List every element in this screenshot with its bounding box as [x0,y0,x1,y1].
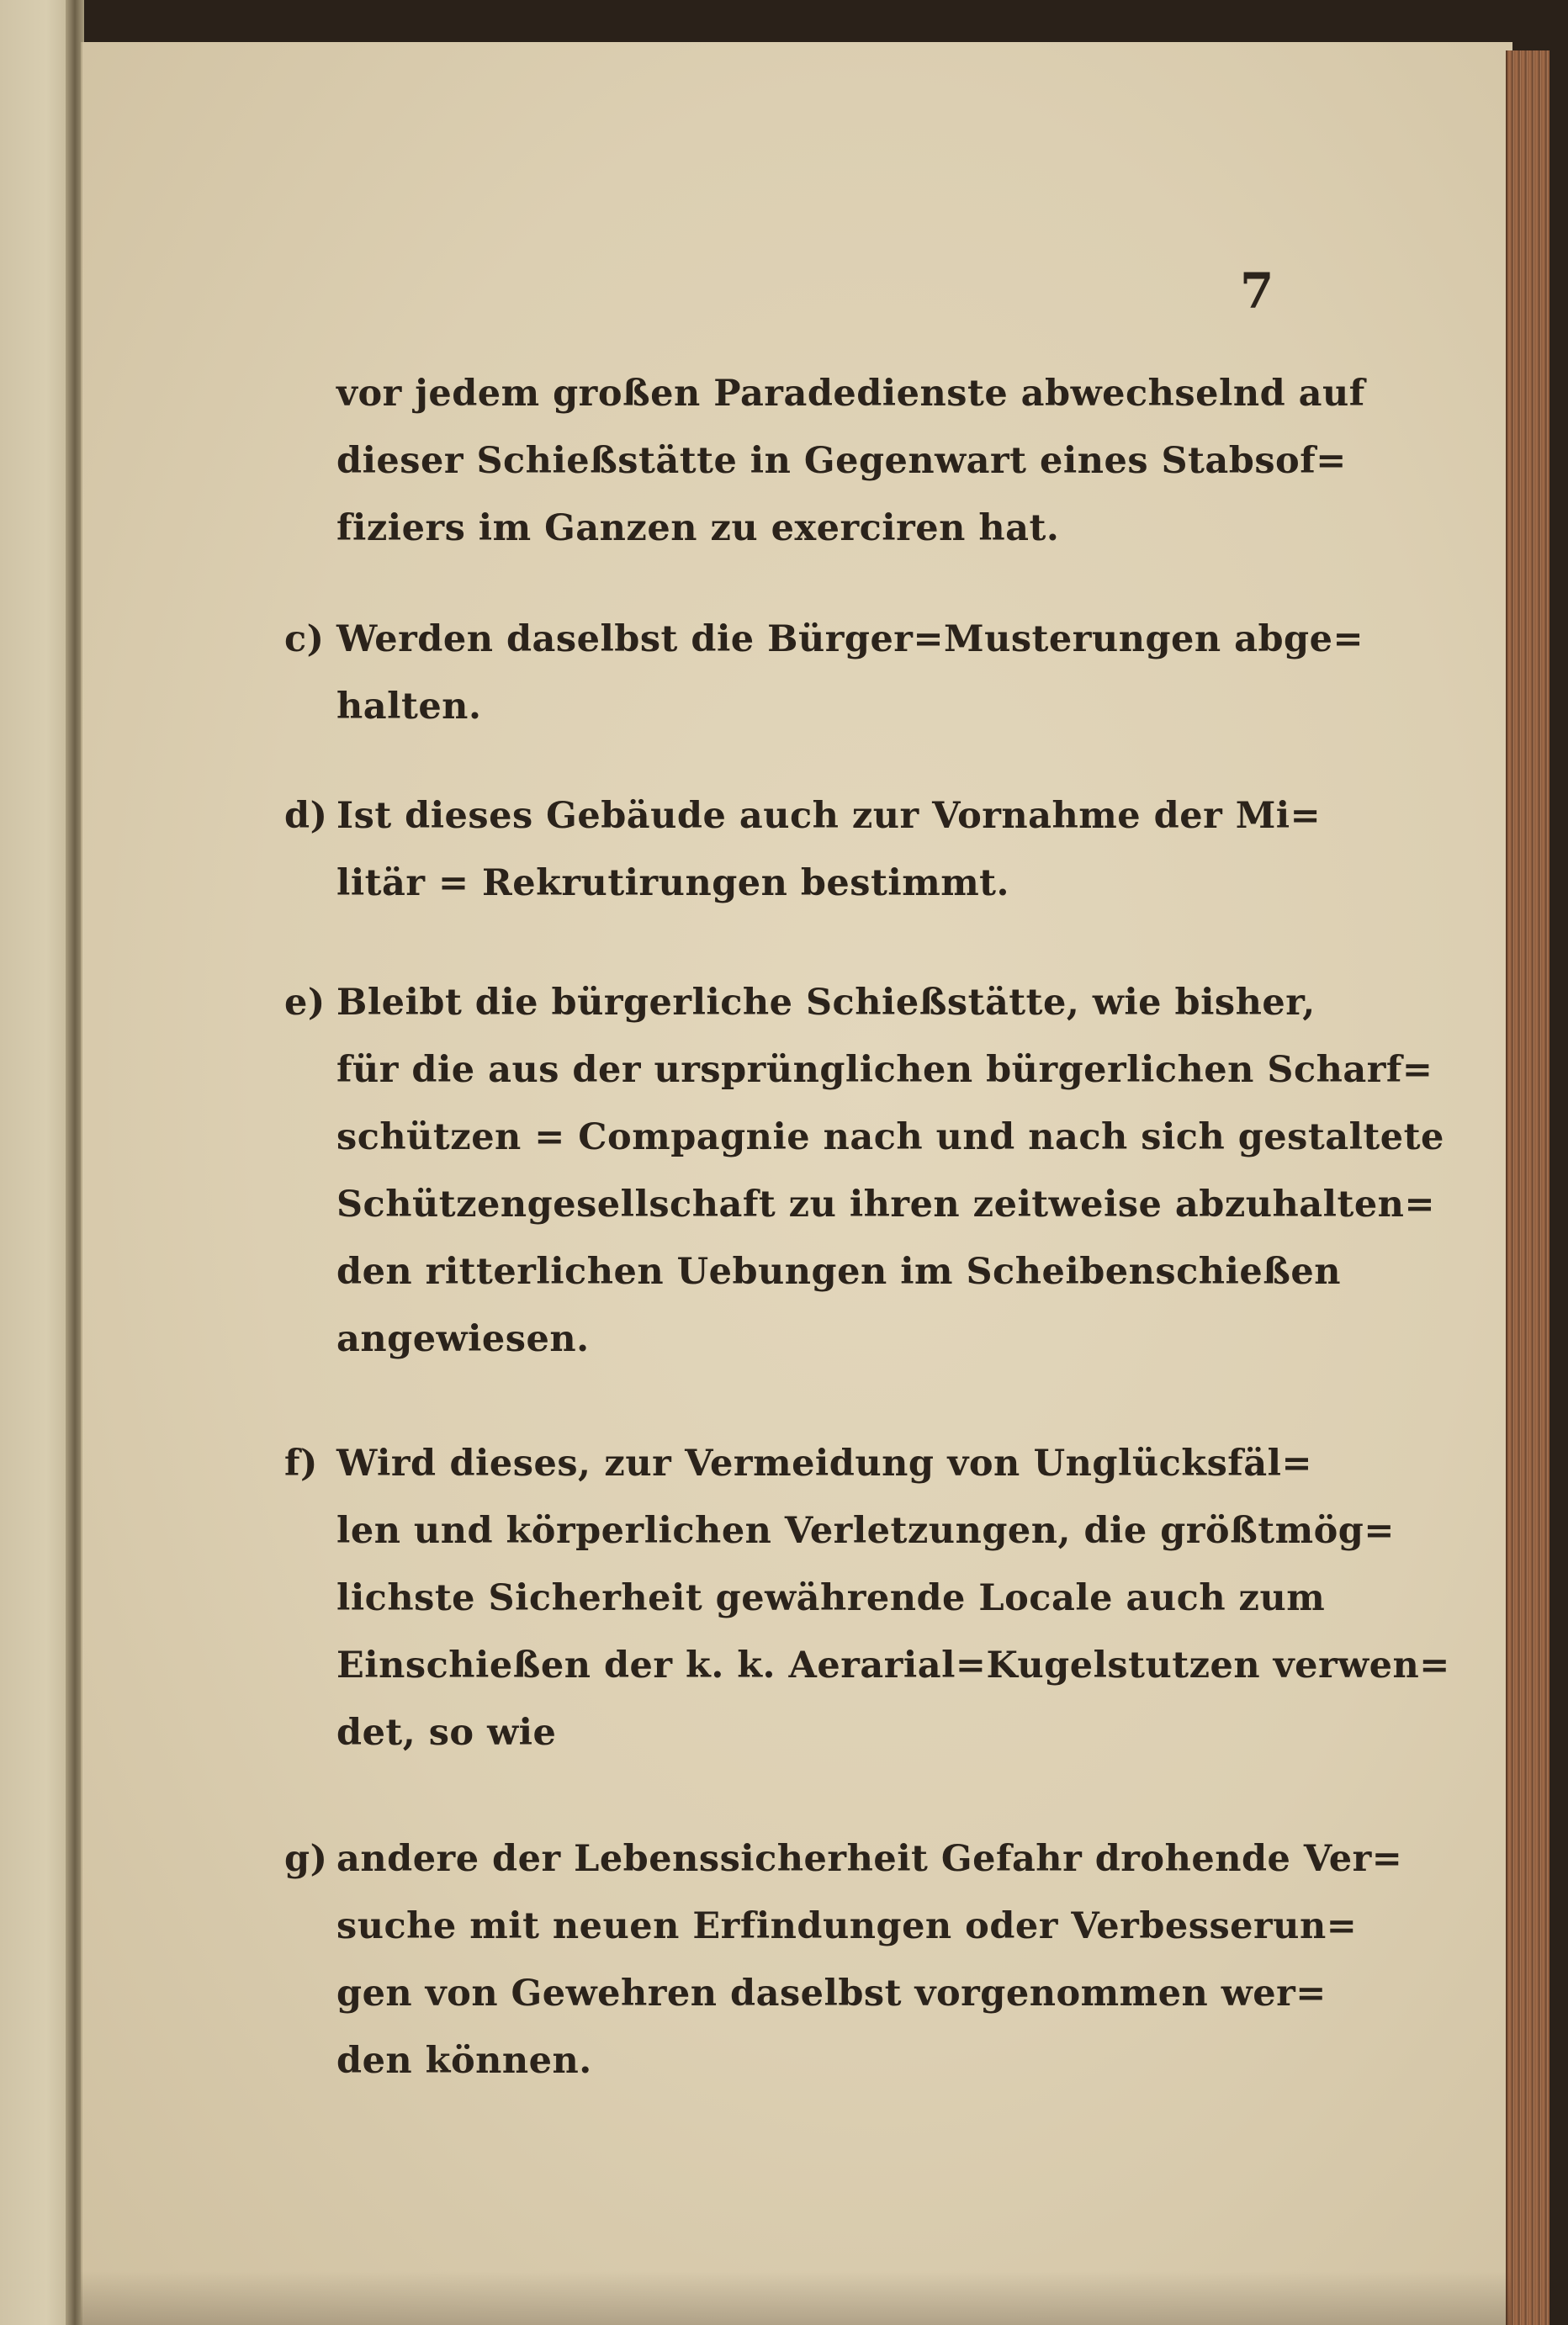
text-line: Werden daselbst die Bürger=Musterungen abge= [336,618,1364,660]
text-line: lichste Sicherheit gewährende Locale auch zum [336,1577,1326,1619]
item-marker: f) [284,1443,318,1485]
text-line: für die aus der ursprünglichen bürgerlichen Scharf= [336,1049,1433,1091]
list-item-g [284,1825,1403,2095]
list-item-f [284,1430,1450,1766]
item-marker: d) [284,795,328,837]
text-line: angewiesen. [336,1318,590,1360]
page-edges [1506,50,1549,2325]
text-line: Schützengesellschaft zu ihren zeitweise abzuhalten= [336,1184,1435,1226]
text-line: suche mit neuen Erfindungen oder Verbesserun= [336,1905,1358,1947]
text-line: halten. [336,686,482,728]
list-item-e [284,969,1444,1373]
item-marker: e) [284,982,326,1024]
text-line: Einschießen der k. k. Aerarial=Kugelstutzen verwen= [336,1644,1450,1687]
page-shadow [81,2271,1511,2325]
text-line: andere der Lebenssicherheit Gefahr drohende Ver= [336,1838,1403,1880]
page-number: 7 [1240,262,1274,320]
text-line: dieser Schießstätte in Gegenwart eines Stabsof= [336,440,1347,482]
intro-paragraph [336,360,1365,562]
text-line: den ritterlichen Uebungen im Scheibenschießen [336,1251,1342,1293]
text-line: Wird dieses, zur Vermeidung von Unglücksfäl= [336,1443,1312,1485]
item-marker: c) [284,618,325,660]
text-line: fiziers im Ganzen zu exerciren hat. [336,507,1060,549]
text-line: Bleibt die bürgerliche Schießstätte, wie bisher, [336,982,1316,1024]
text-line: den können. [336,2040,592,2082]
list-item-d [284,782,1322,917]
text-line: vor jedem großen Paradedienste abwechselnd auf [336,373,1365,415]
text-line: schützen = Compagnie nach und nach sich gestaltete [336,1116,1444,1158]
text-line: gen von Gewehren daselbst vorgenommen wer= [336,1973,1327,2015]
text-line: len und körperlichen Verletzungen, die größtmög= [336,1510,1395,1552]
list-item-c [284,606,1364,740]
text-line: litär = Rekrutirungen bestimmt. [336,862,1010,904]
text-line: det, so wie [336,1712,557,1754]
text-line: Ist dieses Gebäude auch zur Vornahme der Mi= [336,795,1322,837]
item-marker: g) [284,1838,328,1880]
